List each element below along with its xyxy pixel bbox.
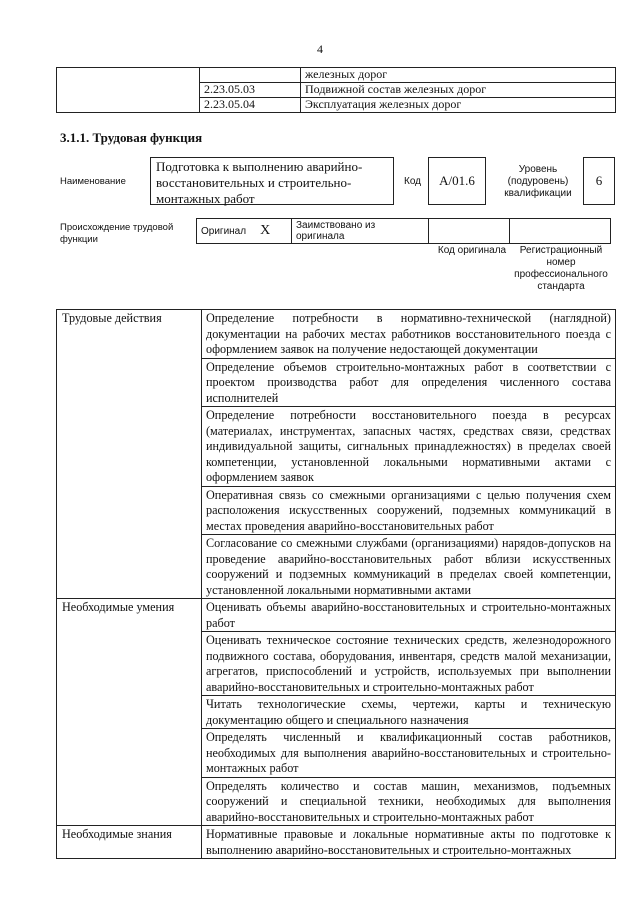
skill-item: Оценивать объемы аварийно-восстановительных и строительно-монтажных работ: [202, 599, 616, 632]
labor-action-item: Определение потребности в нормативно-технической (наглядной) документации на рабочих местах работников восстановительного поезда с оформлением заявок на получение недостающей документации: [202, 310, 616, 359]
original-cell: [197, 219, 292, 244]
skill-item: Определять количество и состав машин, механизмов, подъемных сооружений и специальной техники, необходимых для выполнения аварийно-восстановительных и строительно-монтажных работ: [202, 777, 616, 826]
labor-actions-label: Трудовые действия: [57, 310, 202, 599]
skill-item: Читать технологические схемы, чертежи, карты и техническую документацию общего и специального назначения: [202, 696, 616, 729]
labor-action-item: Определение потребности восстановительного поезда в ресурсах (материалах, инструментах, запасных частях, средствах связи, средствах индивидуальной защиты, сигнальных принадлежностях) в пределах своей компетенции, установленной локальными нормативными актами с оформлением заявок: [202, 407, 616, 487]
qualification-level: 6: [583, 157, 615, 205]
labor-action-item: Согласование со смежными службами (организациями) нарядов-допусков на проведение аварийно-восстановительных работ вблизи искусственных сооружений и подземных коммуникаций в пределах своей компетенции, установленной локальными нормативными актами: [202, 535, 616, 599]
section-title: 3.1.1. Трудовая функция: [60, 130, 203, 145]
page-number: 4: [317, 42, 323, 56]
name-label: Наименование: [60, 176, 126, 187]
table-row: [57, 826, 616, 859]
empty-cell: [57, 68, 200, 113]
skill-item: Оценивать техническое состояние технических средств, железнодорожного подвижного состава, оборудования, инвентаря, средств малой механизации, агрегатов, приспособлений и устройств, используемых при выполнении аварийно-восстановительных и строительно-монтажных работ: [202, 632, 616, 696]
function-name: Подготовка к выполнению аварийно-восстановительных и строительно-монтажных работ: [150, 157, 394, 205]
origin-label: Происхождение трудовой функции: [60, 222, 174, 245]
caption-origin-code: Код оригинала: [437, 245, 507, 256]
original-mark: X: [260, 223, 271, 238]
table-row: [57, 68, 616, 83]
specialty-code: [200, 68, 301, 83]
origin-code-cell: [429, 219, 510, 244]
table-row: [57, 599, 616, 632]
level-label: Уровень (подуровень) квалификации: [504, 164, 572, 199]
skills-label: Необходимые умения: [57, 599, 202, 826]
borrowed-label: Заимствовано из оригинала: [292, 219, 429, 244]
registration-number-cell: [510, 219, 611, 244]
labor-action-item: Оперативная связь со смежными организациями с целью получения схем расположения искусственных сооружений, подземных коммуникаций в местах проведения аварийно-восстановительных работ: [202, 486, 616, 535]
table-row: [57, 310, 616, 359]
origin-table: [196, 218, 611, 244]
specialty-name: Эксплуатация железных дорог: [301, 98, 616, 113]
function-code: A/01.6: [428, 157, 486, 205]
specialty-name: железных дорог: [301, 68, 616, 83]
original-label: Оригинал: [201, 226, 247, 237]
caption-registration-number: Регистрационный номер профессионального стандарта: [514, 245, 608, 292]
function-content-table: [56, 309, 616, 859]
code-label: Код: [404, 176, 422, 187]
knowledge-item: Нормативные правовые и локальные нормативные акты по подготовке к выполнению аварийно-восстановительных и строительно-монтажных: [202, 826, 616, 859]
specialty-name: Подвижной состав железных дорог: [301, 83, 616, 98]
specialty-table: [56, 67, 616, 113]
specialty-code: 2.23.05.04: [200, 98, 301, 113]
skill-item: Определять численный и квалификационный состав работников, необходимых для выполнения аварийно-восстановительных и строительно-монтажных работ: [202, 729, 616, 778]
table-row: [197, 219, 611, 244]
specialty-code: 2.23.05.03: [200, 83, 301, 98]
knowledge-label: Необходимые знания: [57, 826, 202, 859]
labor-action-item: Определение объемов строительно-монтажных работ в соответствии с проектом производства работ для определения численного состава исполнителей: [202, 358, 616, 407]
